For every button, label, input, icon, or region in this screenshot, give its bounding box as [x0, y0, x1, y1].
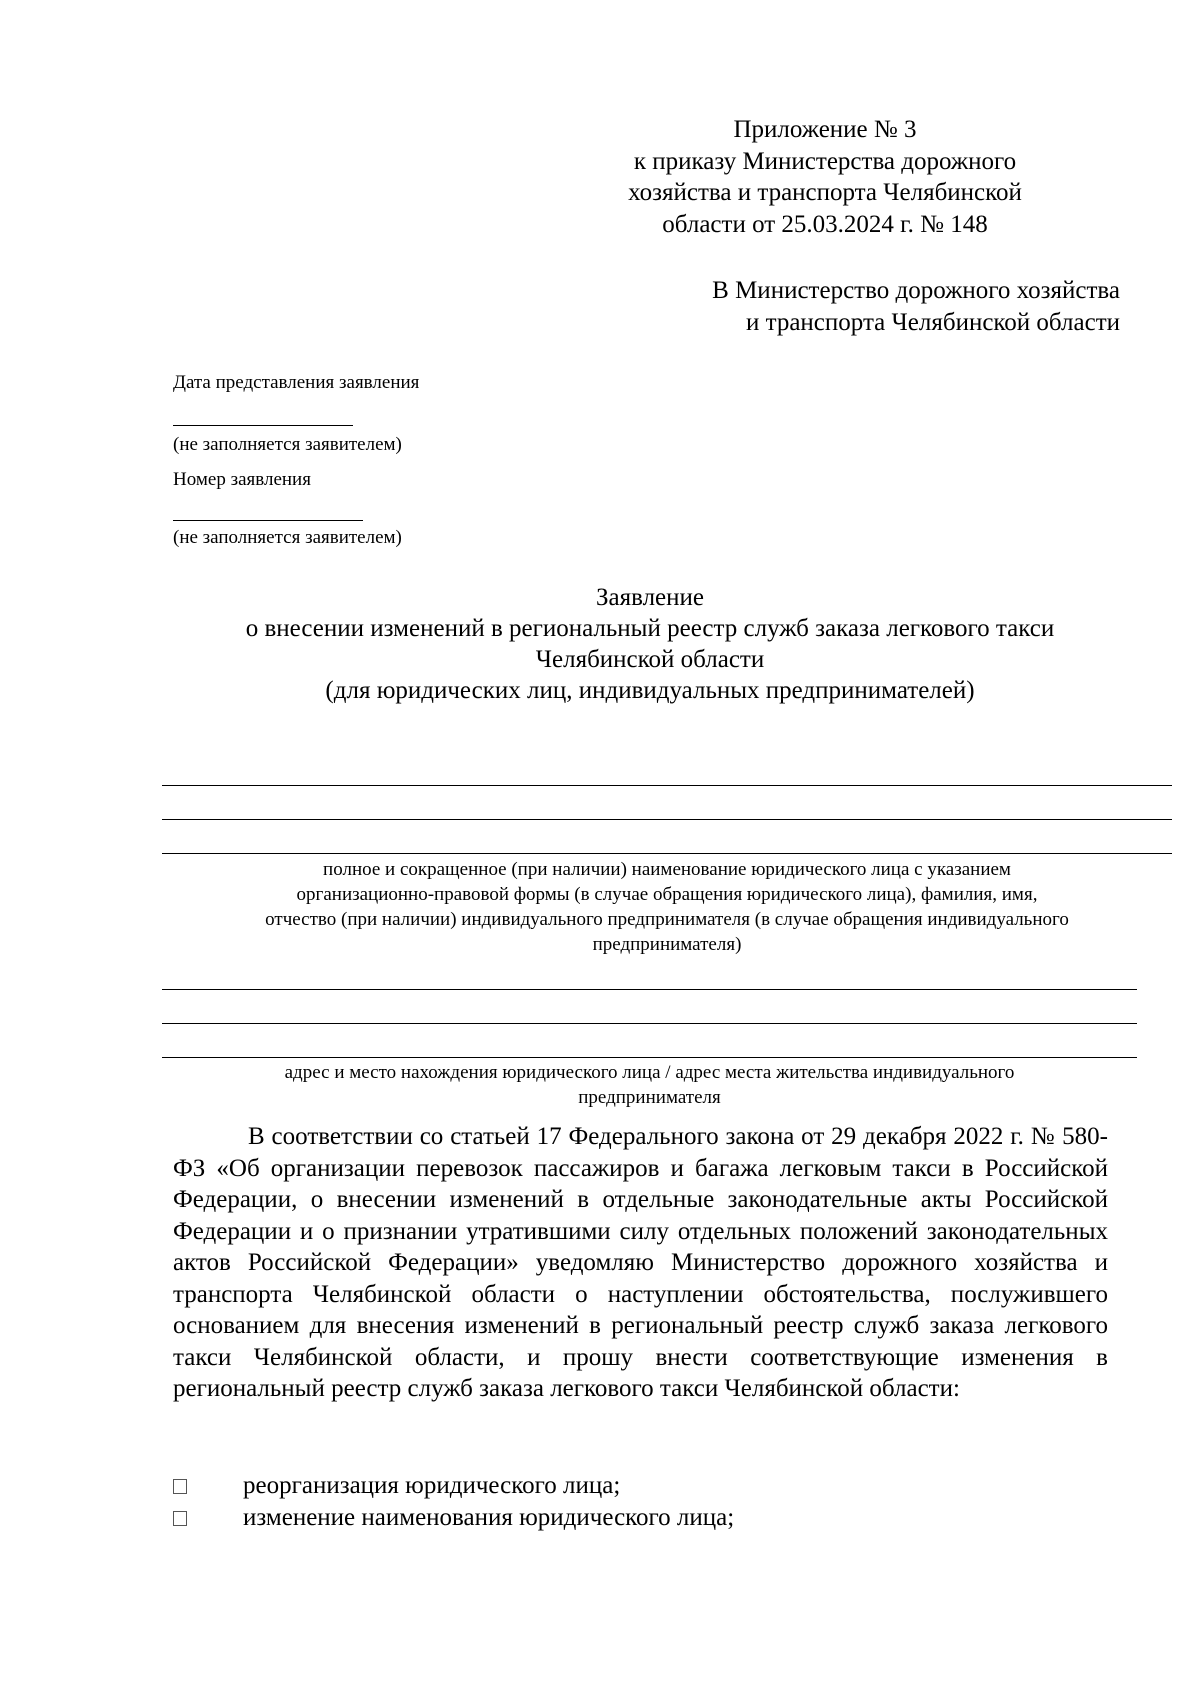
addressee-line-2: и транспорта Челябинской области [745, 308, 1120, 336]
document-title [150, 582, 1150, 706]
appendix-line-1: Приложение № 3 [733, 116, 917, 143]
title-line-3: Челябинской области [535, 646, 765, 673]
name-caption-line-3: отчество (при наличии) индивидуального предпринимателя (в случае обращения индивидуального [265, 909, 1069, 930]
option-label: изменение наименования юридического лица; [243, 1504, 735, 1531]
address-line-2 [162, 1023, 1137, 1024]
statement-body [173, 1121, 1108, 1405]
checkbox-icon[interactable] [173, 1511, 187, 1526]
name-caption-line-1: полное и сокращенное (при наличии) наименование юридического лица с указанием [323, 859, 1011, 880]
addressee [620, 275, 1120, 338]
number-label: Номер заявления [173, 469, 311, 490]
applicant-name-caption [162, 857, 1172, 957]
appendix-line-2: к приказу Министерства дорожного [633, 147, 1017, 175]
name-caption-line-4: предпринимателя) [592, 934, 742, 955]
option-label: реорганизация юридического лица; [243, 1472, 621, 1499]
address-line-1 [162, 989, 1137, 990]
title-line-1: Заявление [595, 584, 705, 611]
option-reorganization[interactable] [173, 1470, 621, 1501]
statement-paragraph: В соответствии со статьей 17 Федерального закона от 29 декабря 2022 г. № 580-ФЗ «Об организации перевозок пассажиров и багажа легковым такси в Российской Федерации, о внесении изменений в отдельные законодательные акты Российской Федерации и о признании утратившими силу отдельных положений законодательных актов Российской Федерации» уведомляю Министерство дорожного хозяйства и транспорта Челябинской области о наступлении обстоятельства, послужившего основанием для внесения изменений в региональный реестр служб заказа легкового такси Челябинской области, и прошу внести соответствующие изменения в региональный реестр служб заказа легкового такси Челябинской области: [173, 1123, 1108, 1402]
address-line-3 [162, 1057, 1137, 1058]
title-line-4: (для юридических лиц, индивидуальных предпринимателей) [325, 677, 975, 704]
appendix-line-3: хозяйства и транспорта Челябинской [628, 179, 1022, 206]
address-caption-line-2: предпринимателя [578, 1087, 721, 1108]
addressee-line-1: В Министерство дорожного хозяйства [712, 277, 1120, 304]
applicant-name-line-2 [162, 819, 1172, 820]
date-note: (не заполняется заявителем) [173, 434, 402, 455]
applicant-name-line-3 [162, 853, 1172, 854]
date-field-line [173, 425, 353, 426]
appendix-header [560, 114, 1090, 240]
address-caption-line-1: адрес и место нахождения юридического лица / адрес места жительства индивидуального [284, 1062, 1015, 1083]
checkbox-icon[interactable] [173, 1479, 187, 1494]
applicant-name-line-1 [162, 785, 1172, 786]
number-field-line [173, 520, 363, 521]
name-caption-line-2: организационно-правовой формы (в случае обращения юридического лица), фамилия, имя, [296, 884, 1038, 905]
option-name-change[interactable] [173, 1502, 735, 1533]
address-caption [162, 1060, 1137, 1110]
number-note: (не заполняется заявителем) [173, 527, 402, 548]
date-label: Дата представления заявления [173, 372, 420, 393]
title-line-2: о внесении изменений в региональный реестр служб заказа легкового такси [245, 615, 1055, 642]
appendix-line-4: области от 25.03.2024 г. № 148 [662, 210, 988, 238]
